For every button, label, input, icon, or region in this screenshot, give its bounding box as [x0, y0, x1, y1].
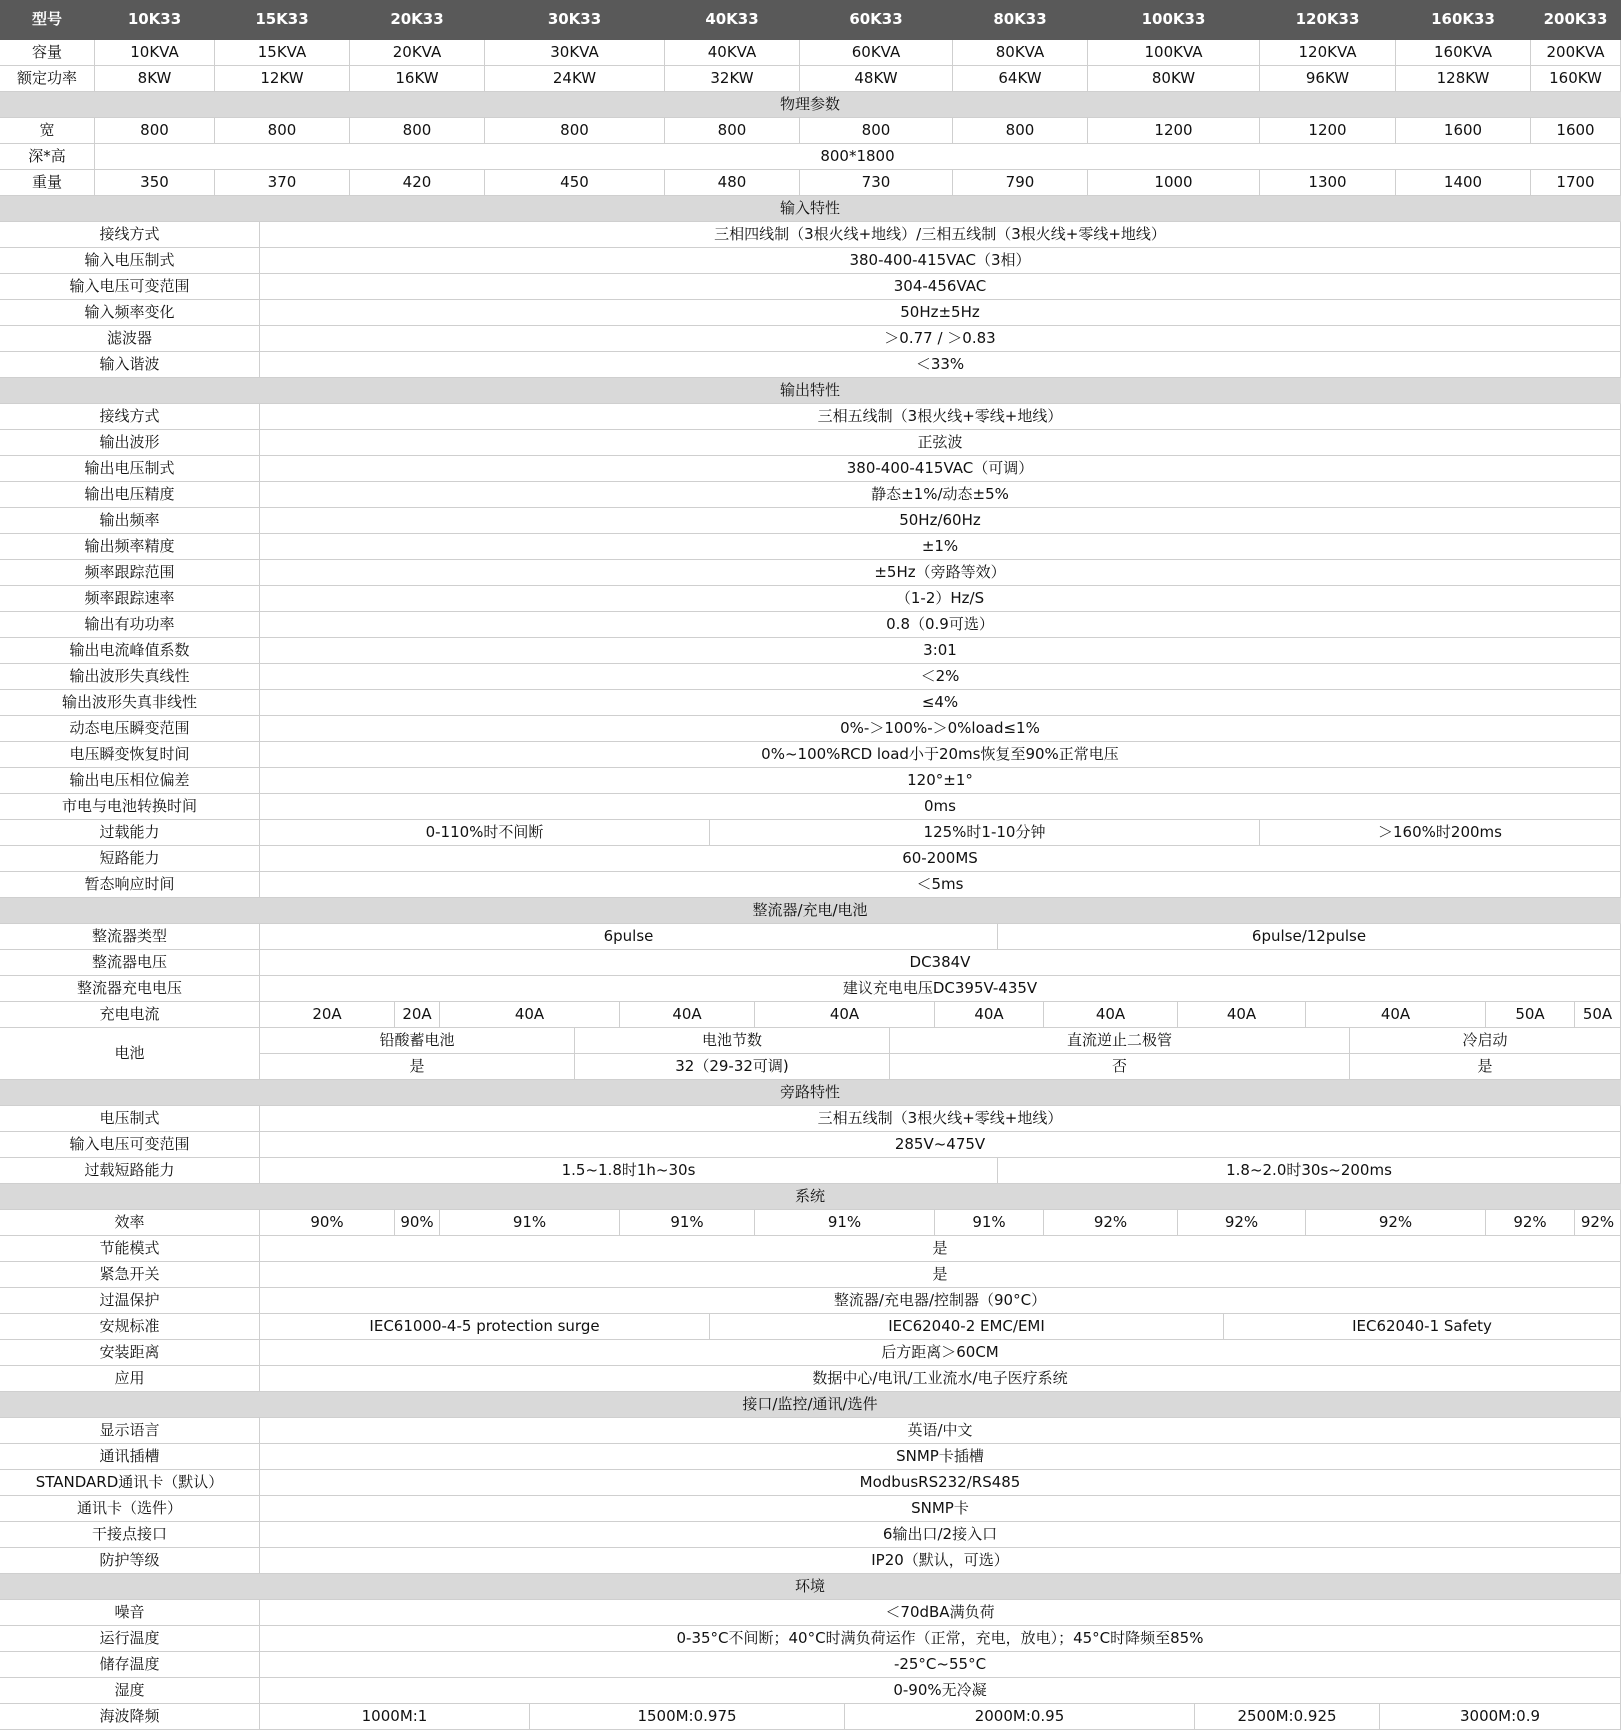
rated-power-row-cell: 24KW	[485, 66, 665, 92]
charge-current-row-cell: 40A	[1306, 1002, 1486, 1028]
output-row-value: ≤4%	[260, 690, 1621, 716]
capacity-row-cell: 160KVA	[1396, 40, 1531, 66]
system-row-label: 紧急开关	[0, 1262, 260, 1288]
rectifier-type-row-cell: 6pulse/12pulse	[998, 924, 1621, 950]
system-row-label: 过温保护	[0, 1288, 260, 1314]
rated-power-row-cell: 32KW	[665, 66, 800, 92]
overload-row-cell: ＞160%时200ms	[1260, 820, 1621, 846]
output-row-value: 60-200MS	[260, 846, 1621, 872]
width-row-cell: 800	[953, 118, 1088, 144]
header-cell: 10K33	[95, 0, 215, 40]
rectifier-voltage-row-value: DC384V	[260, 950, 1621, 976]
charge-current-row-cell: 50A	[1575, 1002, 1621, 1028]
weight-row-cell: 790	[953, 170, 1088, 196]
output-row-label: 输出电压精度	[0, 482, 260, 508]
output-row-label: 输出波形	[0, 430, 260, 456]
input-row-value: ＜33%	[260, 352, 1621, 378]
header-cell: 100K33	[1088, 0, 1260, 40]
charge-current-row-cell: 40A	[620, 1002, 755, 1028]
altitude-row-cell: 3000M:0.9	[1380, 1704, 1621, 1730]
battery-header-cell: 冷启动	[1350, 1028, 1621, 1054]
overload-row-cell: 0-110%时不间断	[260, 820, 710, 846]
altitude-row-cell: 2500M:0.925	[1195, 1704, 1380, 1730]
capacity-row-label: 容量	[0, 40, 95, 66]
weight-row-label: 重量	[0, 170, 95, 196]
weight-row-cell: 370	[215, 170, 350, 196]
header-cell: 60K33	[800, 0, 953, 40]
environment-row-label: 湿度	[0, 1678, 260, 1704]
weight-row-cell: 730	[800, 170, 953, 196]
rated-power-row-cell: 8KW	[95, 66, 215, 92]
rated-power-row-cell: 80KW	[1088, 66, 1260, 92]
capacity-row-cell: 120KVA	[1260, 40, 1396, 66]
interface-row-value: 英语/中文	[260, 1418, 1621, 1444]
system-row-value: 是	[260, 1262, 1621, 1288]
header-cell: 80K33	[953, 0, 1088, 40]
output-row-label: 输出电压相位偏差	[0, 768, 260, 794]
input-row-label: 输入频率变化	[0, 300, 260, 326]
output-row-label: 暂态响应时间	[0, 872, 260, 898]
bypass-overload-row-cell: 1.8~2.0时30s~200ms	[998, 1158, 1621, 1184]
bypass-overload-row-cell: 1.5~1.8时1h~30s	[260, 1158, 998, 1184]
input-row-label: 输入电压制式	[0, 248, 260, 274]
weight-row-cell: 1300	[1260, 170, 1396, 196]
interface-row-value: IP20（默认，可选）	[260, 1548, 1621, 1574]
safety-row-cell: IEC62040-2 EMC/EMI	[710, 1314, 1224, 1340]
width-row-label: 宽	[0, 118, 95, 144]
capacity-row-cell: 40KVA	[665, 40, 800, 66]
bypass-row-value: 三相五线制（3根火线+零线+地线）	[260, 1106, 1621, 1132]
rectifier-type-row-label: 整流器类型	[0, 924, 260, 950]
output-row-value: ＜2%	[260, 664, 1621, 690]
battery-header-cell: 直流逆止二极管	[890, 1028, 1350, 1054]
charge-current-row-cell: 20A	[395, 1002, 440, 1028]
output-row-value: ＜5ms	[260, 872, 1621, 898]
capacity-row-cell: 20KVA	[350, 40, 485, 66]
charge-current-row-cell: 40A	[440, 1002, 620, 1028]
system-row-value: 是	[260, 1236, 1621, 1262]
output-row-value: 120°±1°	[260, 768, 1621, 794]
bypass-row-label: 电压制式	[0, 1106, 260, 1132]
battery-header-cell: 铅酸蓄电池	[260, 1028, 575, 1054]
section-system: 系统	[0, 1184, 1621, 1210]
output-row-label: 动态电压瞬变范围	[0, 716, 260, 742]
rated-power-row-cell: 96KW	[1260, 66, 1396, 92]
rated-power-row-cell: 160KW	[1531, 66, 1621, 92]
rated-power-row-cell: 16KW	[350, 66, 485, 92]
width-row-cell: 800	[350, 118, 485, 144]
rectifier-voltage-row-label: 整流器电压	[0, 950, 260, 976]
header-cell: 160K33	[1396, 0, 1531, 40]
charge-voltage-row-value: 建议充电电压DC395V-435V	[260, 976, 1621, 1002]
efficiency-row-cell: 92%	[1306, 1210, 1486, 1236]
header-cell: 20K33	[350, 0, 485, 40]
charge-current-row-label: 充电电流	[0, 1002, 260, 1028]
width-row-cell: 800	[800, 118, 953, 144]
output-row-value: 3:01	[260, 638, 1621, 664]
capacity-row-cell: 15KVA	[215, 40, 350, 66]
output-row-label: 输出波形失真非线性	[0, 690, 260, 716]
interface-row-value: SNMP卡	[260, 1496, 1621, 1522]
system-row-label: 节能模式	[0, 1236, 260, 1262]
output-row-label: 输出波形失真线性	[0, 664, 260, 690]
efficiency-row-cell: 90%	[395, 1210, 440, 1236]
bypass-overload-row-label: 过载短路能力	[0, 1158, 260, 1184]
width-row-cell: 800	[215, 118, 350, 144]
capacity-row-cell: 200KVA	[1531, 40, 1621, 66]
weight-row-cell: 1700	[1531, 170, 1621, 196]
capacity-row-cell: 80KVA	[953, 40, 1088, 66]
header-cell: 30K33	[485, 0, 665, 40]
output-row-label: 接线方式	[0, 404, 260, 430]
system-row-value: 数据中心/电讯/工业流水/电子医疗系统	[260, 1366, 1621, 1392]
input-row-value: 380-400-415VAC（3相）	[260, 248, 1621, 274]
efficiency-row-cell: 91%	[440, 1210, 620, 1236]
output-row-value: 0%-＞100%-＞0%load≤1%	[260, 716, 1621, 742]
charge-current-row-cell: 40A	[935, 1002, 1044, 1028]
output-row-label: 输出频率	[0, 508, 260, 534]
weight-row-cell: 450	[485, 170, 665, 196]
output-row-label: 输出有功功率	[0, 612, 260, 638]
efficiency-row-cell: 92%	[1178, 1210, 1306, 1236]
efficiency-row-cell: 92%	[1044, 1210, 1178, 1236]
output-row-value: 380-400-415VAC（可调）	[260, 456, 1621, 482]
environment-row-label: 运行温度	[0, 1626, 260, 1652]
output-row-value: 静态±1%/动态±5%	[260, 482, 1621, 508]
input-row-label: 输入谐波	[0, 352, 260, 378]
interface-row-label: 通讯卡（选件）	[0, 1496, 260, 1522]
interface-row-label: STANDARD通讯卡（默认）	[0, 1470, 260, 1496]
output-row-value: （1-2）Hz/S	[260, 586, 1621, 612]
altitude-row-cell: 2000M:0.95	[845, 1704, 1195, 1730]
capacity-row-cell: 100KVA	[1088, 40, 1260, 66]
system-row-value: 后方距离＞60CM	[260, 1340, 1621, 1366]
safety-row-cell: IEC62040-1 Safety	[1224, 1314, 1621, 1340]
header-cell: 40K33	[665, 0, 800, 40]
interface-row-value: 6输出口/2接入口	[260, 1522, 1621, 1548]
safety-row-label: 安规标准	[0, 1314, 260, 1340]
output-row-value: 正弦波	[260, 430, 1621, 456]
rated-power-row-cell: 12KW	[215, 66, 350, 92]
altitude-row-label: 海波降频	[0, 1704, 260, 1730]
output-row-label: 电压瞬变恢复时间	[0, 742, 260, 768]
section-rectifier: 整流器/充电/电池	[0, 898, 1621, 924]
header-cell: 120K33	[1260, 0, 1396, 40]
width-row-cell: 1600	[1396, 118, 1531, 144]
width-row-cell: 800	[665, 118, 800, 144]
output-row-value: 0ms	[260, 794, 1621, 820]
capacity-row-cell: 60KVA	[800, 40, 953, 66]
rectifier-type-row-cell: 6pulse	[260, 924, 998, 950]
output-row-label: 频率跟踪范围	[0, 560, 260, 586]
output-row-value: 50Hz/60Hz	[260, 508, 1621, 534]
output-row-label: 市电与电池转换时间	[0, 794, 260, 820]
environment-row-label: 噪音	[0, 1600, 260, 1626]
output-row-value: ±5Hz（旁路等效）	[260, 560, 1621, 586]
bypass-row-value: 285V~475V	[260, 1132, 1621, 1158]
bypass-row-label: 输入电压可变范围	[0, 1132, 260, 1158]
section-interface: 接口/监控/通讯/选件	[0, 1392, 1621, 1418]
system-row-label: 安装距离	[0, 1340, 260, 1366]
section-bypass: 旁路特性	[0, 1080, 1621, 1106]
width-row-cell: 800	[95, 118, 215, 144]
environment-row-value: -25°C~55°C	[260, 1652, 1621, 1678]
efficiency-row-cell: 90%	[260, 1210, 395, 1236]
efficiency-row-cell: 91%	[935, 1210, 1044, 1236]
battery-header-cell: 电池节数	[575, 1028, 890, 1054]
input-row-value: 三相四线制（3根火线+地线）/三相五线制（3根火线+零线+地线）	[260, 222, 1621, 248]
width-row-cell: 800	[485, 118, 665, 144]
header-label: 型号	[0, 0, 95, 40]
width-row-cell: 1600	[1531, 118, 1621, 144]
overload-row-cell: 125%时1-10分钟	[710, 820, 1260, 846]
charge-current-row-cell: 40A	[1178, 1002, 1306, 1028]
output-row-value: 0.8（0.9可选）	[260, 612, 1621, 638]
charge-current-row-cell: 20A	[260, 1002, 395, 1028]
input-row-value: 50Hz±5Hz	[260, 300, 1621, 326]
capacity-row-cell: 10KVA	[95, 40, 215, 66]
input-row-value: 304-456VAC	[260, 274, 1621, 300]
interface-row-label: 干接点接口	[0, 1522, 260, 1548]
charge-current-row-cell: 50A	[1486, 1002, 1575, 1028]
output-row-label: 输出电流峰值系数	[0, 638, 260, 664]
section-input: 输入特性	[0, 196, 1621, 222]
environment-row-value: ＜70dBA满负荷	[260, 1600, 1621, 1626]
safety-row-cell: IEC61000-4-5 protection surge	[260, 1314, 710, 1340]
charge-voltage-row-label: 整流器充电电压	[0, 976, 260, 1002]
interface-row-label: 显示语言	[0, 1418, 260, 1444]
section-physical: 物理参数	[0, 92, 1621, 118]
charge-current-row-cell: 40A	[1044, 1002, 1178, 1028]
output-row-label: 短路能力	[0, 846, 260, 872]
interface-row-label: 防护等级	[0, 1548, 260, 1574]
rated-power-row-label: 额定功率	[0, 66, 95, 92]
interface-row-value: SNMP卡插槽	[260, 1444, 1621, 1470]
width-row-cell: 1200	[1088, 118, 1260, 144]
weight-row-cell: 480	[665, 170, 800, 196]
width-row-cell: 1200	[1260, 118, 1396, 144]
input-row-label: 滤波器	[0, 326, 260, 352]
rated-power-row-cell: 64KW	[953, 66, 1088, 92]
section-environment: 环境	[0, 1574, 1621, 1600]
charge-current-row-cell: 40A	[755, 1002, 935, 1028]
efficiency-row-cell: 91%	[755, 1210, 935, 1236]
environment-row-label: 储存温度	[0, 1652, 260, 1678]
depth-height-row-label: 深*高	[0, 144, 95, 170]
efficiency-row-label: 效率	[0, 1210, 260, 1236]
system-row-label: 应用	[0, 1366, 260, 1392]
header-cell: 15K33	[215, 0, 350, 40]
altitude-row-cell: 1500M:0.975	[530, 1704, 845, 1730]
input-row-label: 接线方式	[0, 222, 260, 248]
weight-row-cell: 420	[350, 170, 485, 196]
interface-row-value: ModbusRS232/RS485	[260, 1470, 1621, 1496]
depth-height-row-value: 800*1800	[95, 144, 1621, 170]
output-row-label: 频率跟踪速率	[0, 586, 260, 612]
output-row-label: 输出频率精度	[0, 534, 260, 560]
weight-row-cell: 1400	[1396, 170, 1531, 196]
output-row-label: 输出电压制式	[0, 456, 260, 482]
input-row-value: ＞0.77 / ＞0.83	[260, 326, 1621, 352]
efficiency-row-cell: 92%	[1486, 1210, 1575, 1236]
battery-value-cell: 32（29-32可调)	[575, 1054, 890, 1080]
capacity-row-cell: 30KVA	[485, 40, 665, 66]
efficiency-row-cell: 91%	[620, 1210, 755, 1236]
system-row-value: 整流器/充电器/控制器（90°C）	[260, 1288, 1621, 1314]
environment-row-value: 0-90%无冷凝	[260, 1678, 1621, 1704]
interface-row-label: 通讯插槽	[0, 1444, 260, 1470]
header-cell: 200K33	[1531, 0, 1621, 40]
rated-power-row-cell: 128KW	[1396, 66, 1531, 92]
weight-row-cell: 1000	[1088, 170, 1260, 196]
output-row-value: 0%~100%RCD load小于20ms恢复至90%正常电压	[260, 742, 1621, 768]
section-output: 输出特性	[0, 378, 1621, 404]
rated-power-row-cell: 48KW	[800, 66, 953, 92]
input-row-label: 输入电压可变范围	[0, 274, 260, 300]
battery-value-cell: 否	[890, 1054, 1350, 1080]
weight-row-cell: 350	[95, 170, 215, 196]
battery-value-cell: 是	[1350, 1054, 1621, 1080]
overload-row-label: 过载能力	[0, 820, 260, 846]
battery-label: 电池	[0, 1028, 260, 1080]
altitude-row-cell: 1000M:1	[260, 1704, 530, 1730]
efficiency-row-cell: 92%	[1575, 1210, 1621, 1236]
output-row-value: ±1%	[260, 534, 1621, 560]
output-row-value: 三相五线制（3根火线+零线+地线）	[260, 404, 1621, 430]
battery-value-cell: 是	[260, 1054, 575, 1080]
environment-row-value: 0-35°C不间断；40°C时满负荷运作（正常，充电，放电）；45°C时降频至85%	[260, 1626, 1621, 1652]
